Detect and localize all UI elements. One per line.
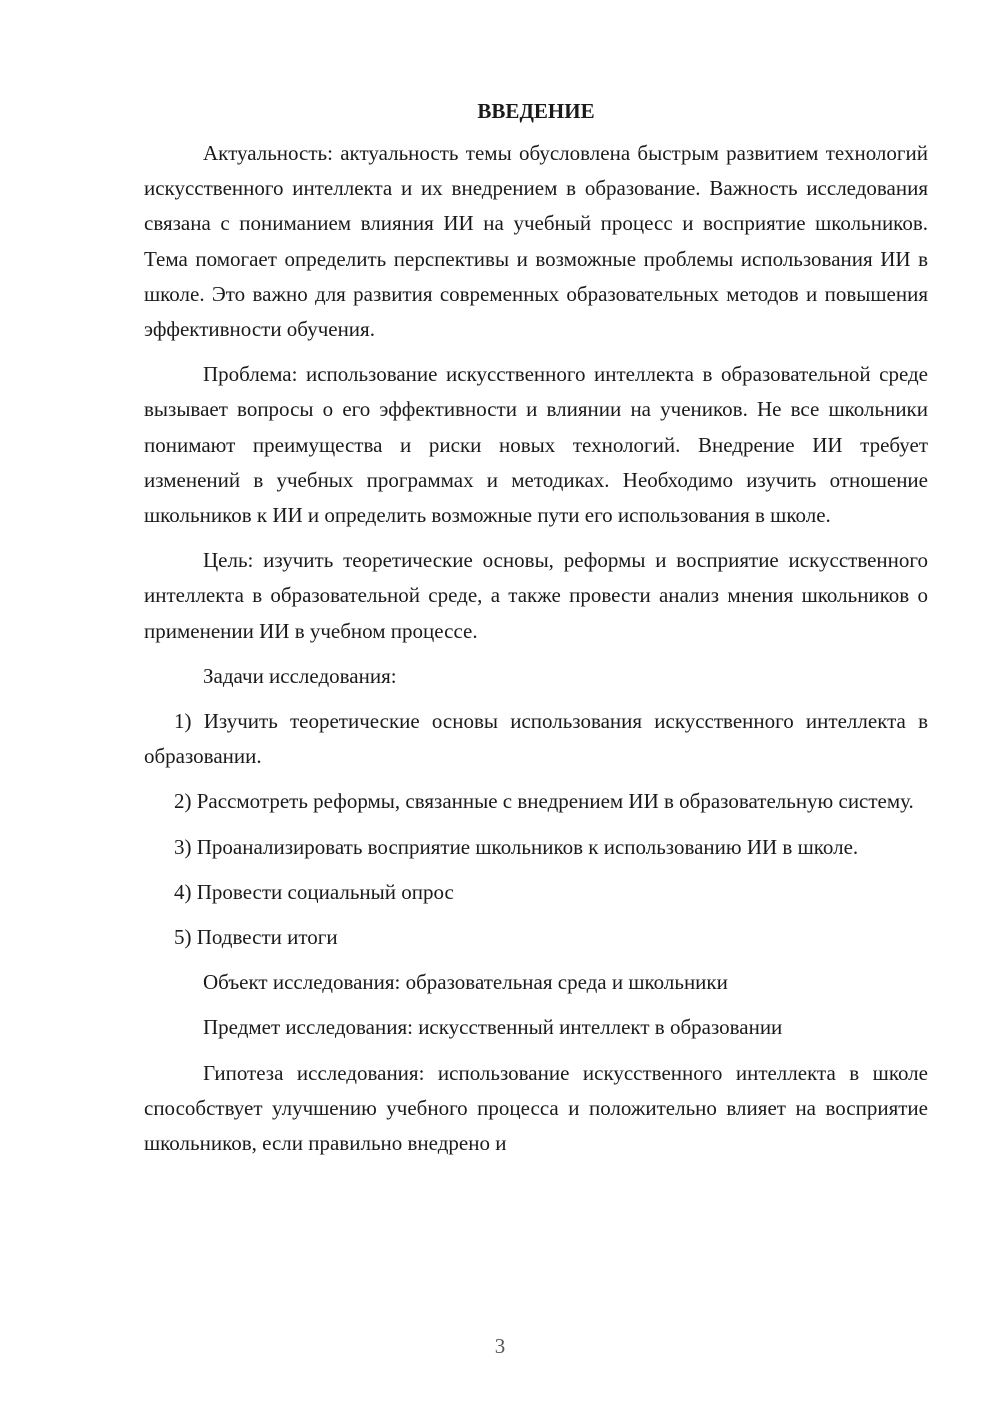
task-item-4: 4) Провести социальный опрос <box>174 879 454 904</box>
hypothesis-paragraph: Гипотеза исследования: использование искусственного интеллекта в школе способствует улучшению учебного процесса и положительно влияет на восприятие школьников, если правильно внедрено и <box>144 1060 928 1156</box>
task-item-2: 2) Рассмотреть реформы, связанные с внедрением ИИ в образовательную систему. <box>174 789 914 814</box>
document-page <box>144 96 928 1171</box>
section-heading: ВВЕДЕНИЕ <box>477 99 595 123</box>
task-item-3: 3) Проанализировать восприятие школьников к использованию ИИ в школе. <box>174 834 859 859</box>
research-object: Объект исследования: образовательная среда и школьники <box>203 970 728 995</box>
task-item-5: 5) Подвести итоги <box>174 925 338 950</box>
problem-paragraph: Проблема: использование искусственного интеллекта в образовательной среде вызывает вопросы о его эффективности и влиянии на учеников. Не все школьники понимают преимущества и риски новых технологий. Внедрение ИИ требует изменений в учебных программах и методиках. Необходимо изучить отношение школьников к ИИ и определить возможные пути его использования в школе. <box>144 362 928 528</box>
relevance-paragraph: Актуальность: актуальность темы обусловлена быстрым развитием технологий искусственного интеллекта и их внедрением в образование. Важность исследования связана с пониманием влияния ИИ на учебный процесс и восприятие школьников. Тема помогает определить перспективы и возможные проблемы использования ИИ в школе. Это важно для развития современных образовательных методов и повышения эффективности обучения. <box>144 141 928 342</box>
page-number: 3 <box>494 1334 506 1358</box>
goal-paragraph: Цель: изучить теоретические основы, реформы и восприятие искусственного интеллекта в образовательной среде, а также провести анализ мнения школьников о применении ИИ в учебном процессе. <box>144 548 928 643</box>
tasks-title: Задачи исследования: <box>203 663 397 688</box>
task-item-1: 1) Изучить теоретические основы использования искусственного интеллекта в образовании. <box>144 709 928 769</box>
research-subject: Предмет исследования: искусственный интеллект в образовании <box>203 1015 783 1040</box>
